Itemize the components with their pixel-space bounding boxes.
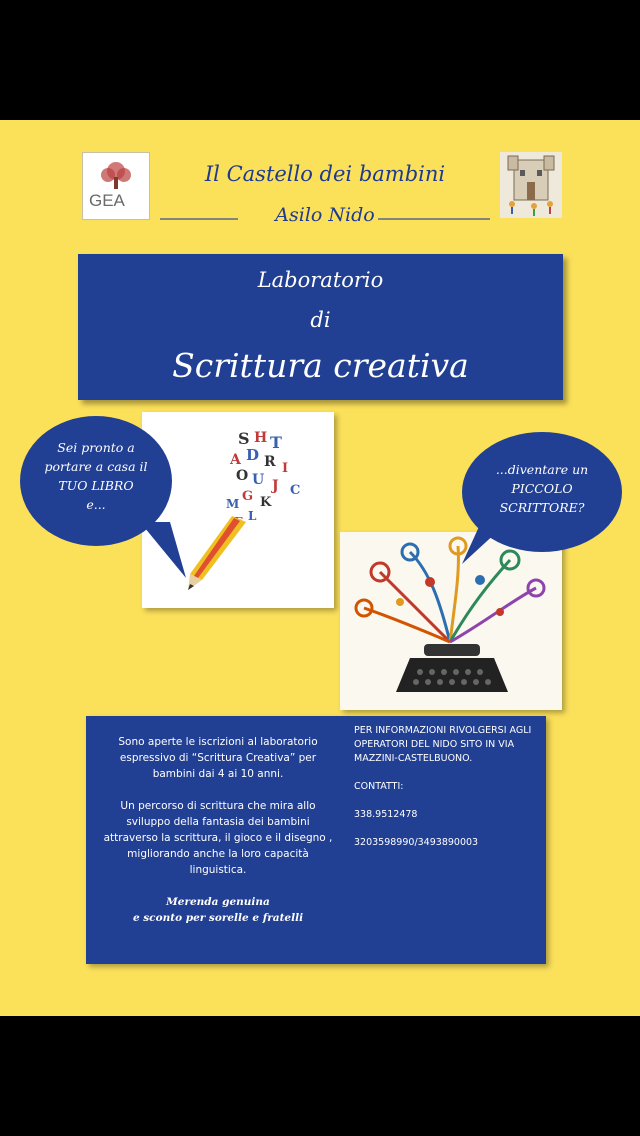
svg-text:D: D (246, 446, 260, 464)
phone-number-1: 338.9512478 (354, 809, 418, 820)
contacts-label: CONTATTI: (354, 781, 404, 792)
bubble-left-tail (140, 522, 190, 582)
svg-text:O: O (236, 468, 249, 484)
gea-logo-text: GEA (89, 191, 125, 210)
svg-text:A: A (230, 452, 241, 468)
phone-number-2: 3203598990/3493890003 (354, 837, 479, 848)
castle-drawing (500, 152, 562, 218)
svg-text:T: T (270, 433, 282, 452)
svg-text:I: I (282, 461, 289, 476)
typewriter-image (340, 532, 562, 710)
bubble-left-text: Sei pronto a portare a casa il TUO LIBRO e... (44, 440, 148, 512)
workshop-description: Un percorso di scrittura che mira allo sviluppo della fantasia dei bambini attraverso la scrittura, il gioco e il disegno , migliorando anche la loro capacità linguistica. (103, 800, 333, 876)
title-line-1: Laboratorio (257, 268, 384, 292)
speech-bubble-right (462, 432, 622, 552)
svg-text:M: M (226, 497, 240, 511)
enrollment-text: Sono aperte le iscrizioni al laboratorio espressivo di “Scrittura Creativa” per bambini dai 4 ai 10 anni. (118, 736, 318, 780)
typewriter-icon (340, 532, 562, 710)
title-line-3: Scrittura creativa (172, 346, 469, 385)
contact-instructions: PER INFORMAZIONI RIVOLGERSI AGLI OPERATORI DEL NIDO SITO IN VIA MAZZINI-CASTELBUONO. (354, 725, 532, 764)
castle-icon (500, 152, 562, 218)
svg-text:G: G (242, 489, 254, 504)
svg-text:L: L (248, 509, 257, 523)
info-description (98, 734, 338, 926)
svg-text:K: K (260, 495, 272, 510)
svg-text:R: R (264, 454, 276, 470)
speech-bubble-left (20, 416, 172, 546)
gea-logo (82, 152, 150, 220)
svg-text:U: U (252, 472, 265, 488)
svg-text:J: J (272, 478, 279, 494)
svg-text:C: C (290, 483, 301, 498)
poster (0, 120, 640, 1016)
workshop-title-box (78, 254, 563, 400)
title-line-2: di (310, 308, 331, 332)
nursery-name: Il Castello dei bambini (204, 162, 446, 186)
divider-right (378, 218, 490, 220)
contact-info (354, 724, 539, 864)
nursery-type: Asilo Nido (275, 204, 375, 226)
svg-text:S: S (238, 429, 250, 448)
snack-offer: Merenda genuina (166, 896, 270, 908)
svg-text:H: H (254, 430, 268, 446)
sibling-discount: e sconto per sorelle e fratelli (132, 912, 304, 924)
info-box (86, 716, 546, 964)
bubble-right-text: ...diventare un PICCOLO SCRITTORE? (495, 462, 589, 515)
